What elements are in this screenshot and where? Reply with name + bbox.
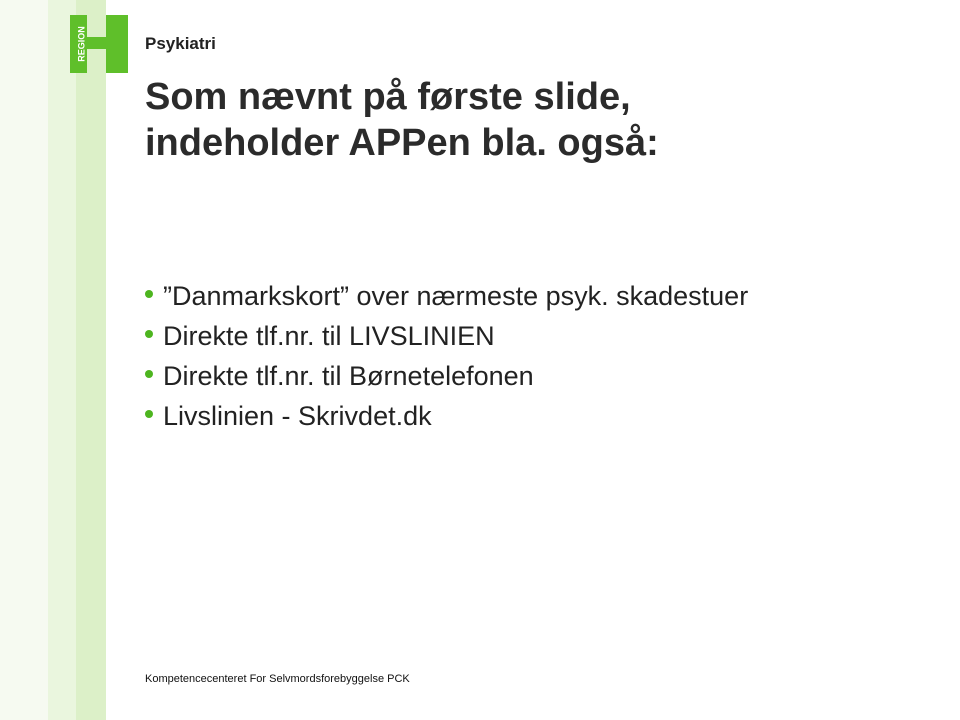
- brand-name: Psykiatri: [145, 34, 216, 53]
- slide-title-line-1: Som nævnt på første slide,: [145, 76, 631, 118]
- bullet-text: ”Danmarkskort” over nærmeste psyk. skadestuer: [163, 280, 749, 311]
- background-stripe-dark: [76, 0, 106, 720]
- logo-region-text: REGION: [76, 26, 87, 62]
- background-stripe-light: [0, 0, 48, 720]
- background-stripe-medium: [48, 0, 76, 720]
- slide-title: [145, 74, 925, 166]
- bullet-text: Livslinien - Skrivdet.dk: [163, 400, 432, 431]
- bullet-item: [145, 356, 748, 396]
- bullet-dot-icon: [145, 370, 153, 378]
- bullet-dot-icon: [145, 410, 153, 418]
- bullet-text: Direkte tlf.nr. til LIVSLINIEN: [163, 320, 495, 351]
- bullet-dot-icon: [145, 330, 153, 338]
- bullet-list: [145, 276, 748, 436]
- bullet-dot-icon: [145, 290, 153, 298]
- bullet-item: [145, 396, 748, 436]
- slide-title-line-2: indeholder APPen bla. også:: [145, 122, 659, 164]
- bullet-item: [145, 276, 748, 316]
- footer-text: Kompetencecenteret For Selvmordsforebyggelse PCK: [145, 673, 410, 685]
- region-h-logo: [70, 15, 128, 73]
- bullet-text: Direkte tlf.nr. til Børnetelefonen: [163, 360, 534, 391]
- bullet-item: [145, 316, 748, 356]
